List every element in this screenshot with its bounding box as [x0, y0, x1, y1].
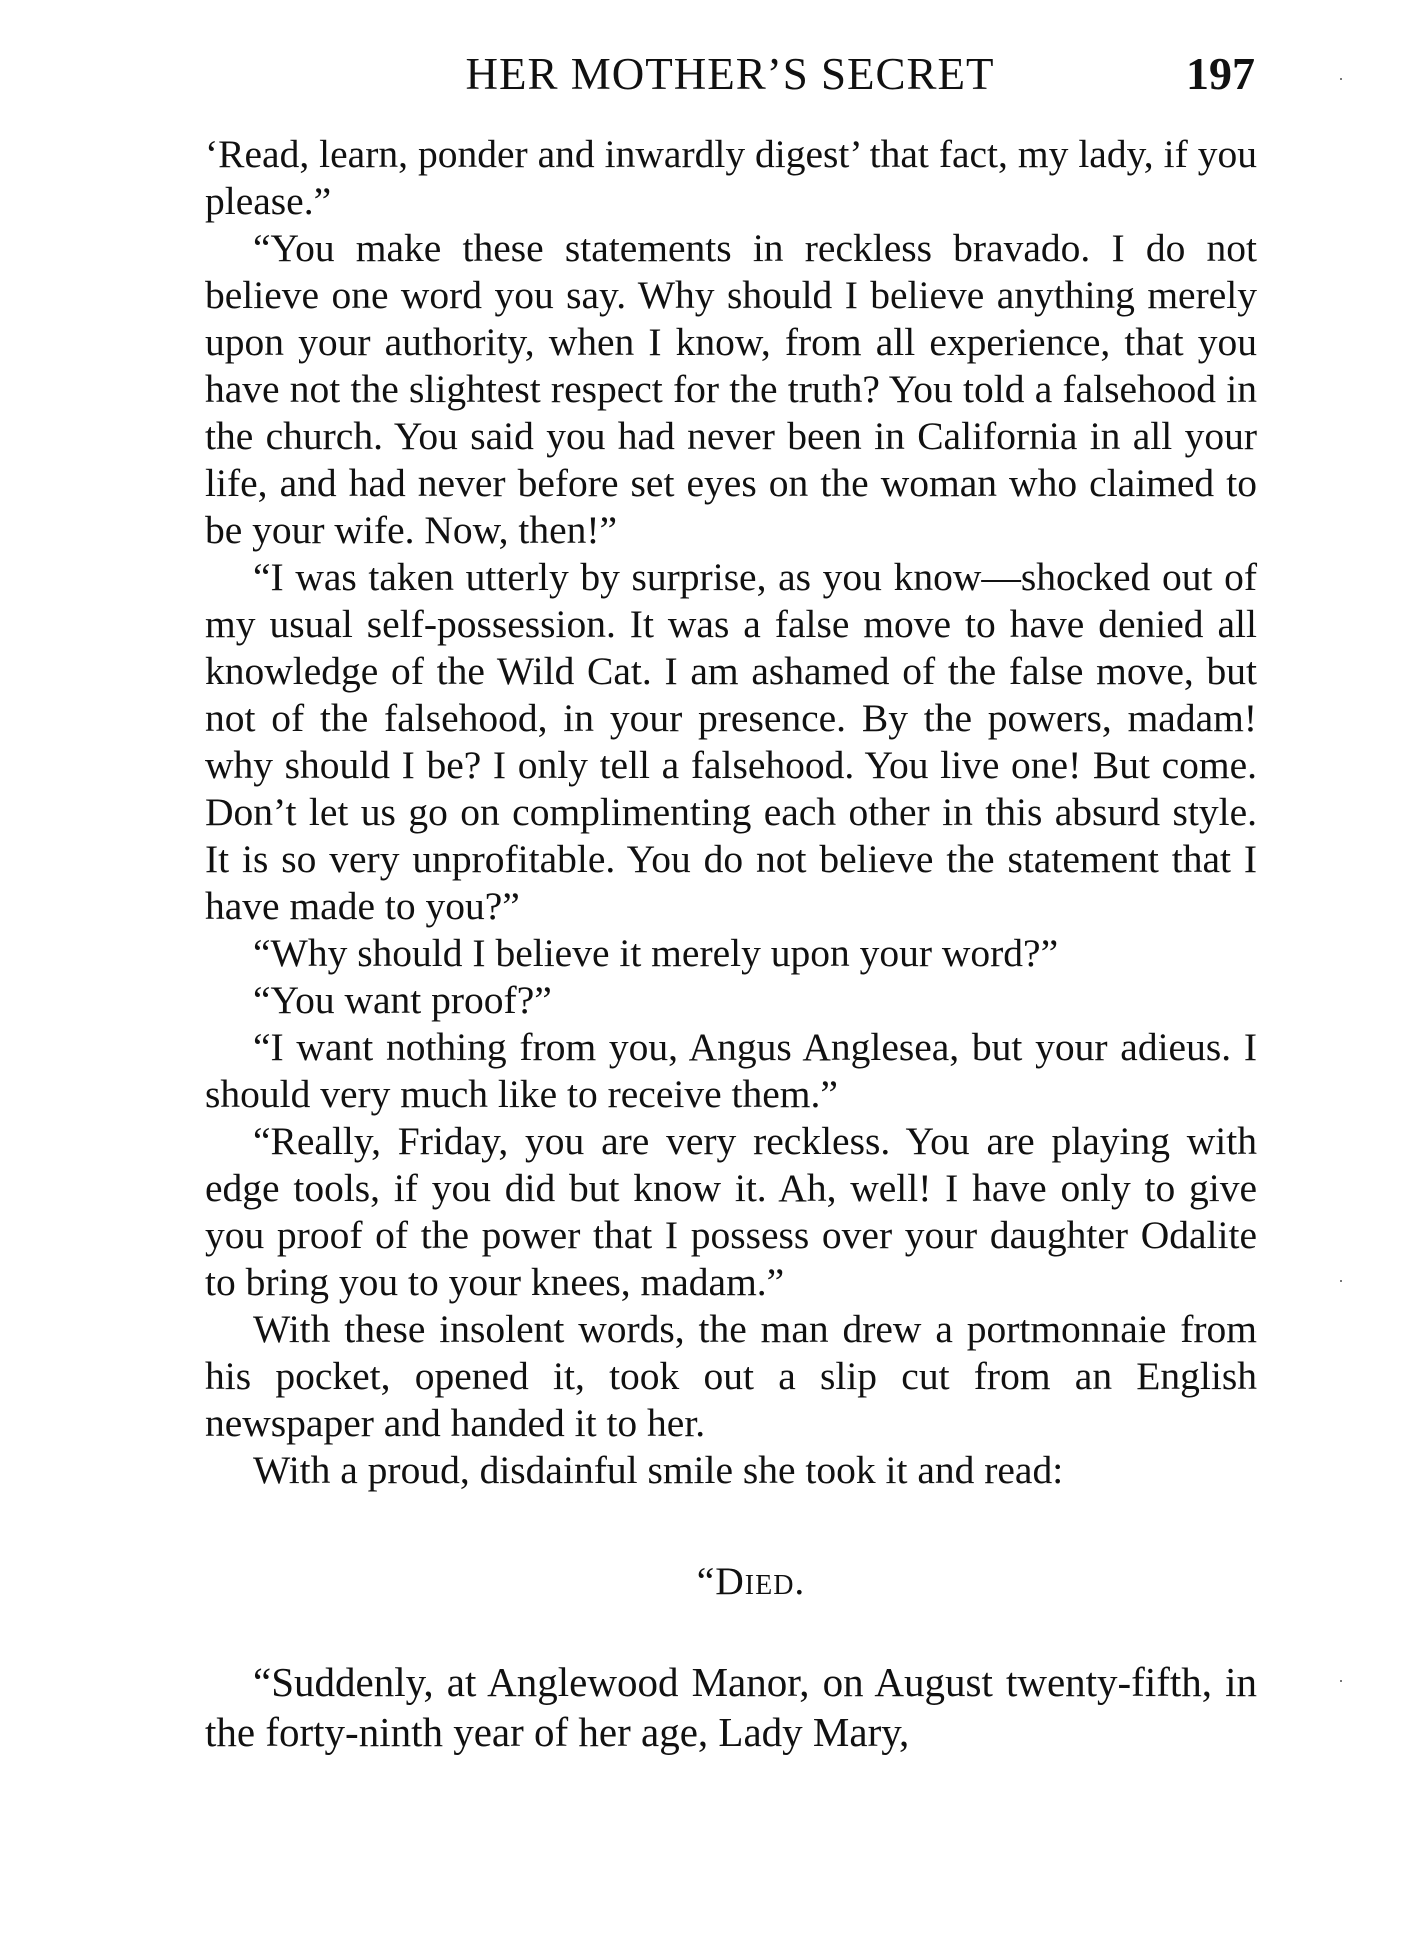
margin-speck: [1340, 78, 1342, 80]
running-title: HER MOTHER’S SECRET: [465, 49, 995, 99]
running-head: [205, 44, 1255, 104]
notice-heading: “Died.: [696, 1559, 806, 1603]
margin-speck: [1340, 1280, 1342, 1282]
paragraph-2: “You make these statements in reckless bravado. I do not believe one word you say. Why should I believe anything merely upon your authority, when I know, from all experience, that you have not the slightest respect for the truth? You told a falsehood in the church. You said you had never been in California in all your life, and had never before set eyes on the woman who claimed to be your wife. Now, then!”: [205, 226, 1257, 552]
paragraph-4: “Why should I believe it merely upon your word?”: [253, 931, 1059, 975]
page-number: 197: [1186, 48, 1255, 99]
margin-speck: [1340, 1680, 1342, 1682]
body-text: [205, 131, 1257, 1757]
paragraph-5: “You want proof?”: [253, 978, 552, 1022]
paragraph-6: “I want nothing from you, Angus Anglesea, but your adieus. I should very much like to receive them.”: [205, 1025, 1257, 1116]
notice-text: “Suddenly, at Anglewood Manor, on August twenty-fifth, in the forty-ninth year of her age, Lady Mary,: [205, 1659, 1257, 1755]
paragraph-7: “Really, Friday, you are very reckless. You are playing with edge tools, if you did but know it. Ah, well! I have only to give you proof of the power that I possess over your daughter Odalite to bring you to your knees, madam.”: [205, 1119, 1257, 1304]
paragraph-1: ‘Read, learn, ponder and inwardly digest’ that fact, my lady, if you please.”: [205, 132, 1257, 223]
paragraph-9: With a proud, disdainful smile she took it and read:: [253, 1448, 1064, 1492]
paragraph-3: “I was taken utterly by surprise, as you know—shocked out of my usual self-possession. It was a false move to have denied all knowledge of the Wild Cat. I am ashamed of the false move, but not of the falsehood, in your presence. By the powers, madam! why should I be? I only tell a falsehood. You live one! But come. Don’t let us go on complimenting each other in this absurd style. It is so very unprofitable. You do not believe the statement that I have made to you?”: [205, 555, 1257, 928]
paragraph-8: With these insolent words, the man drew a portmonnaie from his pocket, opened it, took out a slip cut from an English newspaper and handed it to her.: [205, 1307, 1257, 1445]
